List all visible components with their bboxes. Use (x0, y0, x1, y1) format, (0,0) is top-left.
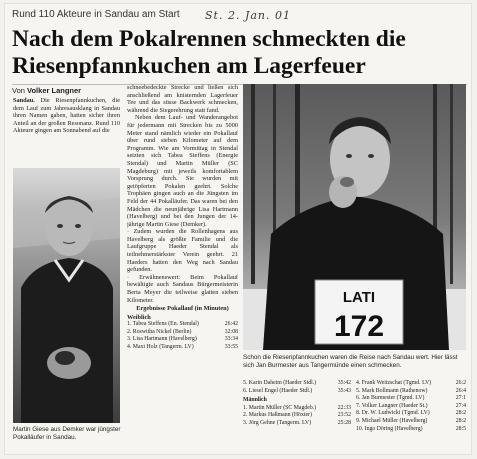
results-column-b (356, 380, 466, 433)
results-heading: Ergebnisse Pokallauf (in Minuten) (136, 305, 229, 313)
result-row: 3. Jörg Gehne (Tangerm. LV) 25:28 (243, 419, 351, 426)
paragraph-1: schneebedeckte Strecke und ließen sich anschließend am knisternden Lagerfeuer Tee und das süsse Backwerk schmecken, während die Siegerehrung statt fand. (127, 84, 238, 114)
lead-place: Sandau. (13, 97, 35, 104)
runner-photo-art (243, 84, 466, 350)
article-column-2 (127, 84, 238, 436)
result-row: 2. Roswitha Nickel (Berlin) 32:08 (127, 328, 238, 335)
result-row: 1. Tabea Steffens (En. Stendal) 26:42 (127, 321, 238, 328)
result-row: 3. Lisa Hartmann (Havelberg) 33:34 (127, 336, 238, 343)
byline-prefix: Von (12, 86, 25, 95)
result-row: 5. Mark Bollmann (Rathenow) 26:4 (356, 387, 466, 394)
bib-top-text: LATI (342, 289, 376, 306)
results-column-a (243, 380, 351, 428)
kicker: Rund 110 Akteure in Sandau am Start (12, 9, 180, 20)
photo-martin-giese (13, 168, 120, 423)
paragraph-3: · Zudem wurden die Rollenhagens aus Havelberg als größte Familie und die Laufgruppe Haeder Stendal als teilnehmerstärkster Verein geehrt. 21 Haeders hatten den Weg nach Sandau gefunden. (127, 228, 238, 274)
lead-paragraph (13, 97, 120, 162)
result-row: 6. Liesel Engel (Haeder Stdl.) 35:43 (243, 387, 351, 394)
byline-author: Volker Langner (27, 86, 82, 95)
result-row: 9. Michael Müller (Havelberg) 28:2 (356, 417, 466, 424)
caption-right: Schon die Riesenpfannkuchen waren die Reise nach Sandau wert. Hier lässt sich Jan Burmester aus Tangermünde einen schmecken. (243, 354, 458, 369)
bib-number: 172 (333, 310, 385, 343)
result-row: 7. Volker Langner (Haeder St.) 27:4 (356, 402, 466, 409)
female-heading: Weiblich (127, 313, 151, 321)
paragraph-2: Neben dem Lauf- und Wanderangebot für jedermann mit Strecken bis zu 5000 Meter stand nämlich wieder ein Pokallauf über rund sieben Kilometer auf dem Programm. Wie am Vormittag in Stendal setzten sich Tabea Steffens (Energie Stendal) und Martin Müller (SC Magdeburg) mit jeweils komfortablem Vorsprung durch. Sie wurden mit getöpferten Pokalen geehrt. Solche Trophäen gingen auch an die Jüngsten im Feld der 44 Pokalläufer. Das waren bei den Mädchen die neunjährige Lisa Hartmann (Havelberg) und bei den Jungen der 14-jährige Martin Giese (Demker). (127, 114, 238, 228)
result-row: 8. Dr. W. Ludwicki (Tgmd. LV) 28:2 (356, 410, 466, 417)
lead-text: Die Riesenpfannkuchen, die dem Lauf zum Jahresausklang in Sandau ihren Namen gaben, hatten sicher ihren Anteil an der großen Resonanz. Rund 110 Akteure gingen am Sonnabend auf die (13, 97, 120, 135)
result-row: 4. Maxi Holz (Tangerm. LV) 33:55 (127, 343, 238, 350)
boy-photo-art (13, 168, 120, 423)
result-row: 1. Martin Müller (SC Magdeb.) 22:33 (243, 404, 351, 411)
result-row: 5. Karin Daheim (Haeder Stdl.) 35:42 (243, 380, 351, 386)
result-row: 4. Frank Weitzschat (Tgmd. LV) 26:2 (356, 380, 466, 386)
caption-left: Martin Giese aus Demker war jüngster Pokalläufer in Sandau. (13, 426, 121, 441)
result-row: 6. Jan Burmester (Tgmd. LV) 27:1 (356, 395, 466, 402)
byline (12, 86, 81, 95)
paragraph-4: · Erwähnenswert: Beim Pokallauf bewältigte auch Sandaus Bürgermeisterin Berta Meyer die teilweise glatten sieben Kilometer. (127, 273, 238, 304)
headline: Nach dem Pokalrennen schmeckten die Riesenpfannkuchen am Lagerfeuer (12, 26, 406, 79)
male-heading: Männlich (243, 397, 267, 404)
photo-jan-burmester (243, 84, 466, 350)
result-row: 2. Markus Haßmann (Höxter) 23:52 (243, 412, 351, 419)
result-row: 10. Ingo Döring (Havelberg) 28:5 (356, 425, 466, 432)
handwritten-date: St. 2. Jan. 01 (205, 9, 291, 22)
